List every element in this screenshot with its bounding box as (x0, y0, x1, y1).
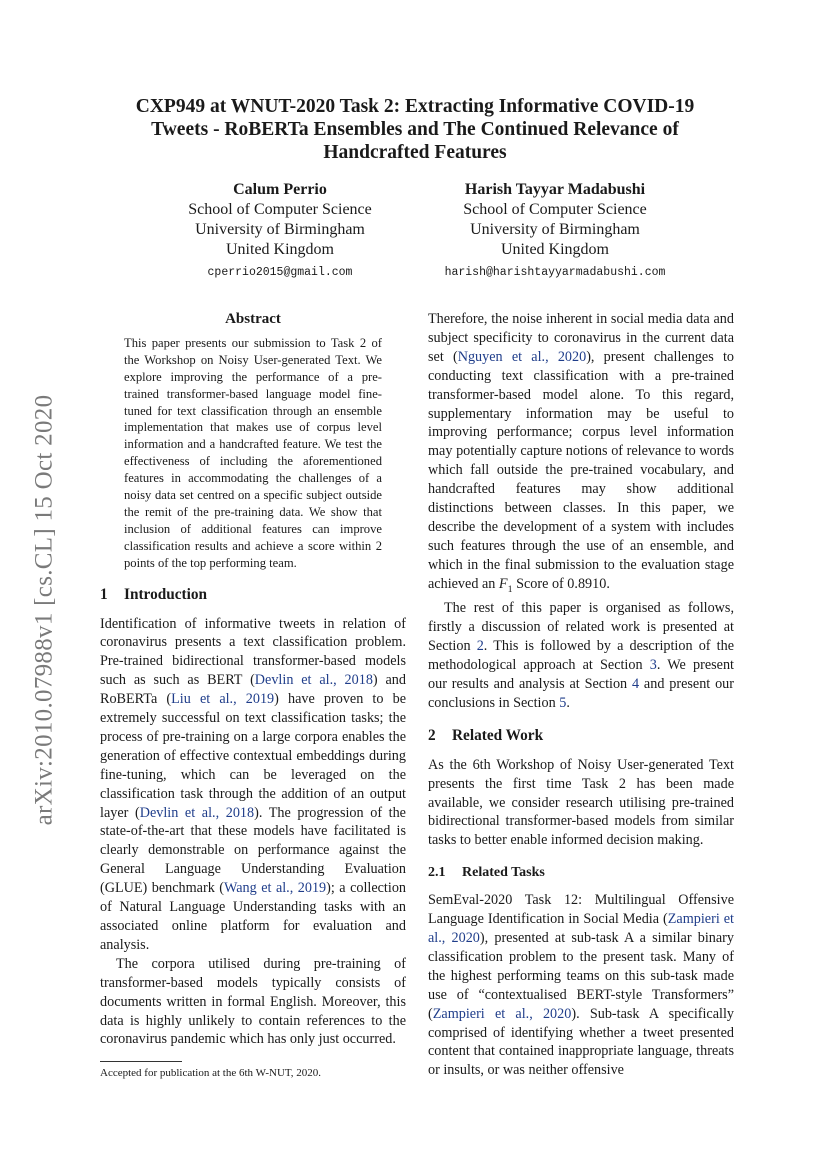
text-span: ); a collection of Natural Language Understanding tasks with an associated online platform for evaluation and analysis. (100, 880, 407, 953)
section-heading-related-work (428, 727, 734, 746)
subsection-heading-related-tasks (428, 864, 734, 883)
author-name: Harish Tayyar Madabushi (464, 181, 646, 198)
text-span: SemEval-2020 Task 12: Multilingual Offensive Language Identification in Social Media ( (428, 892, 734, 928)
text-span: ). Sub-task A specifically comprised of identifying whether a tweet presented content that contained inappropriate language, threats or insults, or was neither offensive (428, 1005, 734, 1079)
section-ref-link[interactable]: 4 (632, 676, 640, 693)
text-span: Score of 0.8910. (512, 575, 610, 592)
author-country: United Kingdom (501, 241, 609, 258)
section-number: 1 (100, 585, 108, 603)
intro-paragraph-1 (100, 615, 406, 955)
text-span: . This is followed by a description of the methodological approach at Section (428, 638, 734, 674)
text-span: . (566, 694, 570, 711)
text-span: Identification of informative tweets in relation of coronavirus presents a text classification problem. Pre-trained bidirectional transformer-based models such as such as BERT ( (100, 615, 406, 689)
title-line-1: CXP949 at WNUT-2020 Task 2: Extracting Informative COVID-19 (135, 96, 695, 117)
text-span: ) and RoBERTa ( (100, 672, 406, 708)
arxiv-identifier-text: arXiv:2010.07988v1 [cs.CL] 15 Oct 2020 (30, 394, 58, 826)
intro-paragraph-2: The corpora utilised during pre-training of transformer-based models typically consists of documents written in formal English. Moreover, this data is highly unlikely to contain references to the coronavirus pandemic which has only just occurred. (100, 955, 406, 1048)
section-ref-link[interactable]: 5 (559, 694, 567, 711)
text-span: Therefore, the noise inherent in social media data and subject specificity to coronavirus in the current data set ( (428, 311, 734, 365)
author-university: University of Birmingham (195, 221, 365, 238)
f1-score-symbol (498, 575, 513, 595)
citation-link[interactable]: Liu et al., 2019 (171, 691, 275, 708)
text-span: ), presented at sub-task A a similar binary classification problem to the present task. Many of the highest performing teams on this sub-task made use of “contextualised BERT-style Transformers” ( (428, 930, 734, 1022)
author-department: School of Computer Science (463, 201, 647, 218)
author-university: University of Birmingham (470, 221, 640, 238)
text-span: ) have proven to be extremely successful on text classification tasks; the process of pre-training on a large corpora enables the generation of effective contextual embeddings during fine-tuning, which can be leveraged on the classification task through the addition of an output layer ( (100, 691, 406, 821)
citation-link[interactable]: Zampieri et al., 2020 (428, 911, 734, 947)
citation-link[interactable]: Devlin et al., 2018 (139, 804, 255, 821)
citation-link[interactable]: Zampieri et al., 2020 (432, 1005, 572, 1022)
section-title: Introduction (124, 585, 208, 603)
citation-link[interactable]: Nguyen et al., 2020 (457, 348, 587, 365)
author-email: harish@harishtayyarmadabushi.com (444, 266, 666, 279)
right-column (428, 310, 734, 1080)
left-column (100, 310, 406, 1080)
section-heading-introduction (100, 586, 406, 605)
citation-link[interactable]: Devlin et al., 2018 (254, 672, 373, 689)
section-title: Related Work (452, 726, 544, 744)
section-ref-link[interactable]: 2 (476, 638, 484, 655)
math-subscript: 1 (507, 583, 513, 595)
arxiv-identifier-stamp (24, 370, 64, 850)
author-block-2 (425, 180, 685, 283)
math-main: F (498, 575, 508, 592)
title-line-2: Tweets - RoBERTa Ensembles and The Continued Relevance of (151, 119, 679, 140)
citation-link[interactable]: Wang et al., 2019 (224, 880, 327, 897)
section-number: 2 (428, 726, 436, 744)
related-tasks-paragraph (428, 891, 734, 1080)
text-span: The rest of this paper is organised as follows, firstly a discussion of related work is presented at Section (428, 600, 734, 655)
title-line-3: Handcrafted Features (323, 142, 507, 163)
abstract-heading: Abstract (225, 311, 281, 327)
text-span: ), present challenges to conducting text classification with a pre-trained transformer-based model alone. To this regard, supplementary information may be useful to improving performance; corpus level information may potentially capture notions of relevance to words which fall outside the pre-trained vocabulary, and handcrafted features may show additional distinctions between classes. In this paper, we describe the development of a system with includes such features through the use of an ensemble, and which in the final submission to the evaluation stage achieved an (428, 348, 734, 592)
author-email: cperrio2015@gmail.com (207, 266, 353, 279)
author-name: Calum Perrio (233, 181, 327, 198)
abstract-text: This paper presents our submission to Task 2 of the Workshop on Noisy User-generated Text. We explore improving the performance of a pre-trained transformer-based language model fine-tuned for text classification through an ensemble implementation that makes use of corpus level information and a handcrafted feature. We test the effectiveness of including the aforementioned features in accommodating the challenges of a noisy data set centred on a specific subject outside the remit of the pre-training data. We show that inclusion of additional features can improve classification results and achieve a score within 2 points of the top performing team. (124, 335, 382, 570)
text-span: and present our conclusions in Section (428, 676, 734, 711)
text-span: ). The progression of the state-of-the-art that these models have facilitated is clearly demonstrable on performance against the General Language Understanding Evaluation (GLUE) benchmark ( (100, 804, 406, 897)
paper-title (100, 95, 730, 164)
footnote-divider (100, 1061, 182, 1062)
author-block-1 (150, 180, 410, 283)
footnote: Accepted for publication at the 6th W-NUT, 2020. (100, 1067, 322, 1080)
subsection-number: 2.1 (428, 865, 446, 881)
intro-paragraph-4 (428, 599, 734, 712)
author-department: School of Computer Science (188, 201, 372, 218)
related-work-paragraph: As the 6th Workshop of Noisy User-generated Text presents the first time Task 2 has been made available, we consider research utilising pre-trained bidirectional transformer-based models from similar tasks to better enable informed decision making. (428, 756, 734, 849)
author-country: United Kingdom (226, 241, 334, 258)
subsection-title: Related Tasks (462, 865, 545, 881)
intro-paragraph-3 (428, 310, 734, 599)
text-span: . We present our results and analysis at Section (428, 657, 735, 693)
section-ref-link[interactable]: 3 (649, 657, 657, 674)
